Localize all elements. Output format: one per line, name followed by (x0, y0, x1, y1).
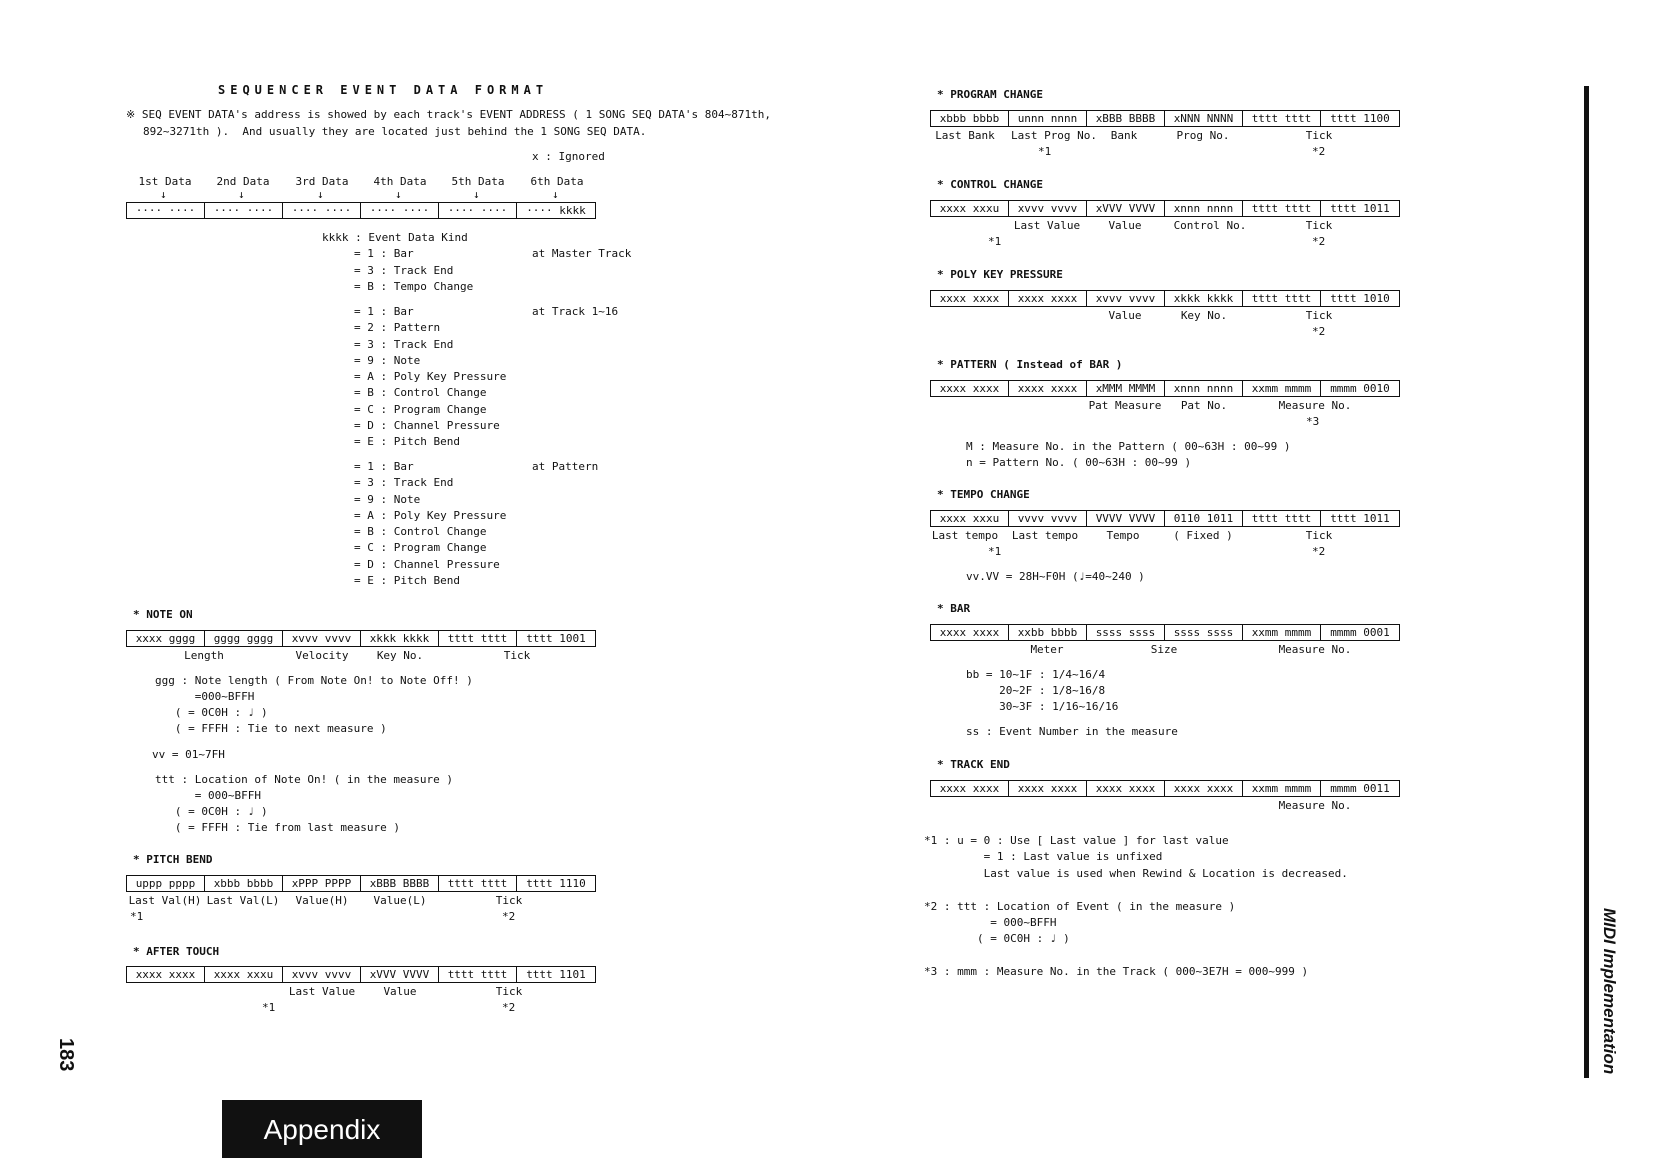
field-label: Control No. (1173, 219, 1247, 232)
byte-cell: ···· ···· (439, 203, 517, 218)
data-header: 3rd Data (295, 175, 349, 188)
pitch-bend-row (126, 875, 596, 892)
byte-cell: xvvv vvvv (283, 631, 361, 646)
byte-cell: xkkk kkkk (361, 631, 439, 646)
byte-cell: xBBB BBBB (361, 876, 439, 891)
byte-cell: unnn nnnn (1009, 111, 1087, 126)
track-end-title: * TRACK END (937, 758, 1010, 771)
program-change-row (930, 110, 1400, 127)
field-label: Key No. (376, 649, 424, 662)
field-label: Measure No. (1278, 399, 1352, 412)
byte-cell: mmmm 0001 (1330, 626, 1390, 639)
byte-cell: xxxx xxxu (931, 511, 1009, 526)
byte-cell: xPPP PPPP (283, 876, 361, 891)
footnote-ref: *2 (1312, 235, 1326, 248)
kind-item: = 1 : Bar (354, 460, 414, 473)
note-line: ( = 0C0H : ♩ ) (155, 805, 268, 818)
footnote-ref: *2 (1312, 325, 1326, 338)
pattern-label: at Pattern (532, 460, 599, 473)
pitch-bend-title: * PITCH BEND (133, 853, 213, 866)
field-label: Tick (495, 985, 523, 998)
kind-item: = 3 : Track End (354, 264, 454, 277)
byte-cell: xVVV VVVV (1087, 201, 1165, 216)
bar-note: bb = 10~1F : 1/4~16/4 (966, 668, 1106, 681)
kind-item: = 2 : Pattern (354, 321, 441, 334)
ignored-note: x : Ignored (532, 150, 605, 163)
byte-cell: xNNN NNNN (1165, 111, 1243, 126)
bar-note: 20~2F : 1/8~16/8 (966, 684, 1106, 697)
field-label: Last Prog No. (1010, 129, 1098, 142)
page-number: 183 (55, 1038, 77, 1072)
after-touch-row (126, 966, 596, 983)
field-label: ( Fixed ) (1173, 529, 1233, 542)
byte-cell: ssss ssss (1165, 625, 1243, 640)
byte-cell: xxmm mmmm (1243, 625, 1321, 640)
field-label: Tick (495, 894, 523, 907)
kind-item: = 9 : Note (354, 354, 421, 367)
byte-cell: tttt 1100 (1330, 112, 1390, 125)
field-label: Tick (1305, 219, 1333, 232)
note-line: =000~BFFH (155, 690, 255, 703)
field-label: Tick (503, 649, 531, 662)
byte-cell: ···· ···· (205, 203, 283, 218)
byte-cell: tttt tttt (439, 876, 517, 891)
field-label: Last tempo (1011, 529, 1079, 542)
footnote-ref: *2 (502, 1001, 516, 1014)
event-data-row (126, 202, 596, 219)
field-label: Measure No. (1278, 799, 1352, 812)
byte-cell: tttt 1101 (526, 968, 586, 981)
kind-item: = C : Program Change (354, 541, 487, 554)
bar-note: ss : Event Number in the measure (966, 725, 1178, 738)
footnote-line: Last value is used when Rewind & Location is decreased. (924, 867, 1348, 880)
page-title: SEQUENCER EVENT DATA FORMAT (218, 83, 549, 97)
data-header: 6th Data (530, 175, 584, 188)
kind-item: = B : Control Change (354, 386, 487, 399)
footnote-ref: *2 (1312, 145, 1326, 158)
field-label: Value (1108, 219, 1142, 232)
note-line: ttt : Location of Note On! ( in the measure ) (155, 773, 454, 786)
byte-cell: xbbb bbbb (205, 876, 283, 891)
field-label: Tick (1305, 309, 1333, 322)
field-label: Value (1108, 309, 1142, 322)
byte-cell: ···· ···· (127, 203, 205, 218)
footnote-line: *3 : mmm : Measure No. in the Track ( 000~3E7H = 000~999 ) (924, 965, 1309, 978)
byte-cell: xxxx xxxu (205, 967, 283, 982)
control-change-title: * CONTROL CHANGE (937, 178, 1043, 191)
field-label: Meter (1030, 643, 1064, 656)
field-label: Last tempo (931, 529, 999, 542)
byte-cell: tttt 1010 (1330, 292, 1390, 305)
byte-cell: xxbb bbbb (1009, 625, 1087, 640)
byte-cell: xxxx gggg (127, 631, 205, 646)
field-label: Value(H) (295, 894, 349, 907)
field-label: Prog No. (1176, 129, 1230, 142)
margin-rule (1584, 86, 1589, 1078)
field-label: Tempo (1106, 529, 1140, 542)
kind-item: = D : Channel Pressure (354, 419, 500, 432)
field-label: Tick (1305, 129, 1333, 142)
kind-item: = B : Control Change (354, 525, 487, 538)
byte-cell: tttt tttt (1243, 511, 1321, 526)
byte-cell: xxxx xxxx (1009, 781, 1087, 796)
byte-cell: tttt tttt (1243, 291, 1321, 306)
footnote-ref: *3 (1306, 415, 1320, 428)
down-arrow-icon: ↓ (552, 188, 559, 201)
bar-title: * BAR (937, 602, 971, 615)
data-header: 1st Data (138, 175, 192, 188)
kind-title: kkkk : Event Data Kind (322, 231, 468, 244)
tempo-note: vv.VV = 28H~F0H (♩=40~240 ) (966, 570, 1145, 583)
byte-cell: xxxx xxxx (931, 291, 1009, 306)
field-label: Pat Measure (1088, 399, 1162, 412)
byte-cell: xVVV VVVV (361, 967, 439, 982)
tempo-change-row (930, 510, 1400, 527)
byte-cell: ···· ···· (283, 203, 361, 218)
kind-item: = A : Poly Key Pressure (354, 509, 507, 522)
kind-item: = A : Poly Key Pressure (354, 370, 507, 383)
bar-note: 30~3F : 1/16~16/16 (966, 700, 1119, 713)
byte-cell: tttt 1011 (1330, 202, 1390, 215)
footnote-ref: *1 (1038, 145, 1052, 158)
footnote-line: = 000~BFFH (924, 916, 1057, 929)
byte-cell: xxxx xxxu (931, 201, 1009, 216)
kind-item: = E : Pitch Bend (354, 435, 460, 448)
kind-item: = 1 : Bar (354, 247, 414, 260)
note-line: = 000~BFFH (155, 789, 261, 802)
byte-cell: xxmm mmmm (1243, 381, 1321, 396)
kind-item: = E : Pitch Bend (354, 574, 460, 587)
footnote-ref: *1 (262, 1001, 276, 1014)
footnote-line: *1 : u = 0 : Use [ Last value ] for last value (924, 834, 1229, 847)
footnote-ref: *1 (130, 910, 144, 923)
kind-item: = 1 : Bar (354, 305, 414, 318)
address-note-2: 892~3271th ). And usually they are located just behind the 1 SONG SEQ DATA. (143, 125, 647, 138)
byte-cell: tttt 1011 (1330, 512, 1390, 525)
kind-item: = 9 : Note (354, 493, 421, 506)
byte-cell: uppp pppp (127, 876, 205, 891)
byte-cell: mmmm 0011 (1330, 782, 1390, 795)
kind-item: = C : Program Change (354, 403, 487, 416)
down-arrow-icon: ↓ (317, 188, 324, 201)
data-header: 5th Data (451, 175, 505, 188)
footnote-ref: *1 (988, 235, 1002, 248)
pattern-title: * PATTERN ( Instead of BAR ) (937, 358, 1123, 371)
byte-cell: xxxx xxxx (1009, 381, 1087, 396)
field-label: Velocity (295, 649, 349, 662)
byte-cell: 0110 1011 (1165, 511, 1243, 526)
kind-item: = D : Channel Pressure (354, 558, 500, 571)
data-header: 4th Data (373, 175, 427, 188)
byte-cell: xxxx xxxx (931, 781, 1009, 796)
byte-cell: xnnn nnnn (1165, 201, 1243, 216)
note-line: ( = FFFH : Tie from last measure ) (155, 821, 401, 834)
note-line: ( = FFFH : Tie to next measure ) (155, 722, 387, 735)
pattern-row (930, 380, 1400, 397)
track-end-row (930, 780, 1400, 797)
data-header: 2nd Data (216, 175, 270, 188)
after-touch-title: * AFTER TOUCH (133, 945, 220, 958)
field-label: Tick (1305, 529, 1333, 542)
control-change-row (930, 200, 1400, 217)
master-label: at Master Track (532, 247, 632, 260)
byte-cell: xxxx xxxx (1165, 781, 1243, 796)
field-label: Measure No. (1278, 643, 1352, 656)
footnote-line: = 1 : Last value is unfixed (924, 850, 1163, 863)
field-label: Value(L) (373, 894, 427, 907)
byte-cell: xxxx xxxx (1087, 781, 1165, 796)
byte-cell: xxxx xxxx (1009, 291, 1087, 306)
kind-item: = 3 : Track End (354, 338, 454, 351)
byte-cell: xMMM MMMM (1087, 381, 1165, 396)
down-arrow-icon: ↓ (160, 188, 167, 201)
field-label: Key No. (1180, 309, 1228, 322)
byte-cell: tttt tttt (1243, 201, 1321, 216)
byte-cell: xbbb bbbb (931, 111, 1009, 126)
tempo-change-title: * TEMPO CHANGE (937, 488, 1030, 501)
down-arrow-icon: ↓ (238, 188, 245, 201)
byte-cell: vvvv vvvv (1009, 511, 1087, 526)
footnote-ref: *2 (1312, 545, 1326, 558)
note-line: ggg : Note length ( From Note On! to Note Off! ) (155, 674, 473, 687)
byte-cell: tttt tttt (439, 967, 517, 982)
byte-cell: xvvv vvvv (283, 967, 361, 982)
byte-cell: mmmm 0010 (1330, 382, 1390, 395)
field-label: Length (184, 649, 224, 662)
field-label: Pat No. (1180, 399, 1228, 412)
poly-key-row (930, 290, 1400, 307)
byte-cell: xkkk kkkk (1165, 291, 1243, 306)
bar-row (930, 624, 1400, 641)
poly-key-title: * POLY KEY PRESSURE (937, 268, 1063, 281)
field-label: Value (383, 985, 417, 998)
field-label: Bank (1110, 129, 1138, 142)
byte-cell: tttt 1110 (526, 877, 586, 890)
note-on-title: * NOTE ON (133, 608, 193, 621)
field-label: Last Val(L) (206, 894, 280, 907)
byte-cell: ···· kkkk (526, 204, 586, 217)
byte-cell: tttt tttt (1243, 111, 1321, 126)
down-arrow-icon: ↓ (395, 188, 402, 201)
appendix-tab: Appendix (222, 1100, 422, 1158)
byte-cell: xxxx xxxx (931, 381, 1009, 396)
pattern-note: n = Pattern No. ( 00~63H : 00~99 ) (966, 456, 1192, 469)
byte-cell: tttt tttt (439, 631, 517, 646)
track-label: at Track 1~16 (532, 305, 619, 318)
byte-cell: xxxx xxxx (931, 625, 1009, 640)
byte-cell: xxxx xxxx (127, 967, 205, 982)
field-label: Last Value (288, 985, 356, 998)
byte-cell: ···· ···· (361, 203, 439, 218)
pattern-note: M : Measure No. in the Pattern ( 00~63H : 00~99 ) (966, 440, 1291, 453)
footnote-line: ( = 0C0H : ♩ ) (924, 932, 1070, 945)
byte-cell: gggg gggg (205, 631, 283, 646)
footnote-ref: *2 (502, 910, 516, 923)
field-label: Last Bank (935, 129, 995, 142)
byte-cell: xnnn nnnn (1165, 381, 1243, 396)
byte-cell: xvvv vvvv (1009, 201, 1087, 216)
field-label: Last Val(H) (128, 894, 202, 907)
note-line: vv = 01~7FH (152, 748, 225, 761)
down-arrow-icon: ↓ (473, 188, 480, 201)
byte-cell: VVVV VVVV (1087, 511, 1165, 526)
kind-item: = B : Tempo Change (354, 280, 474, 293)
side-label: MIDI Implementation (1600, 908, 1619, 1075)
address-note-1: ※ SEQ EVENT DATA's address is showed by each track's EVENT ADDRESS ( 1 SONG SEQ DATA's 804~871th, (126, 108, 771, 121)
field-label: Size (1150, 643, 1178, 656)
footnote-line: *2 : ttt : Location of Event ( in the measure ) (924, 900, 1236, 913)
byte-cell: tttt 1001 (526, 632, 586, 645)
byte-cell: xBBB BBBB (1087, 111, 1165, 126)
note-line: ( = 0C0H : ♩ ) (155, 706, 268, 719)
byte-cell: ssss ssss (1087, 625, 1165, 640)
byte-cell: xxmm mmmm (1243, 781, 1321, 796)
byte-cell: xvvv vvvv (1087, 291, 1165, 306)
program-change-title: * PROGRAM CHANGE (937, 88, 1043, 101)
field-label: Last Value (1013, 219, 1081, 232)
kind-item: = 3 : Track End (354, 476, 454, 489)
footnote-ref: *1 (988, 545, 1002, 558)
note-on-row (126, 630, 596, 647)
